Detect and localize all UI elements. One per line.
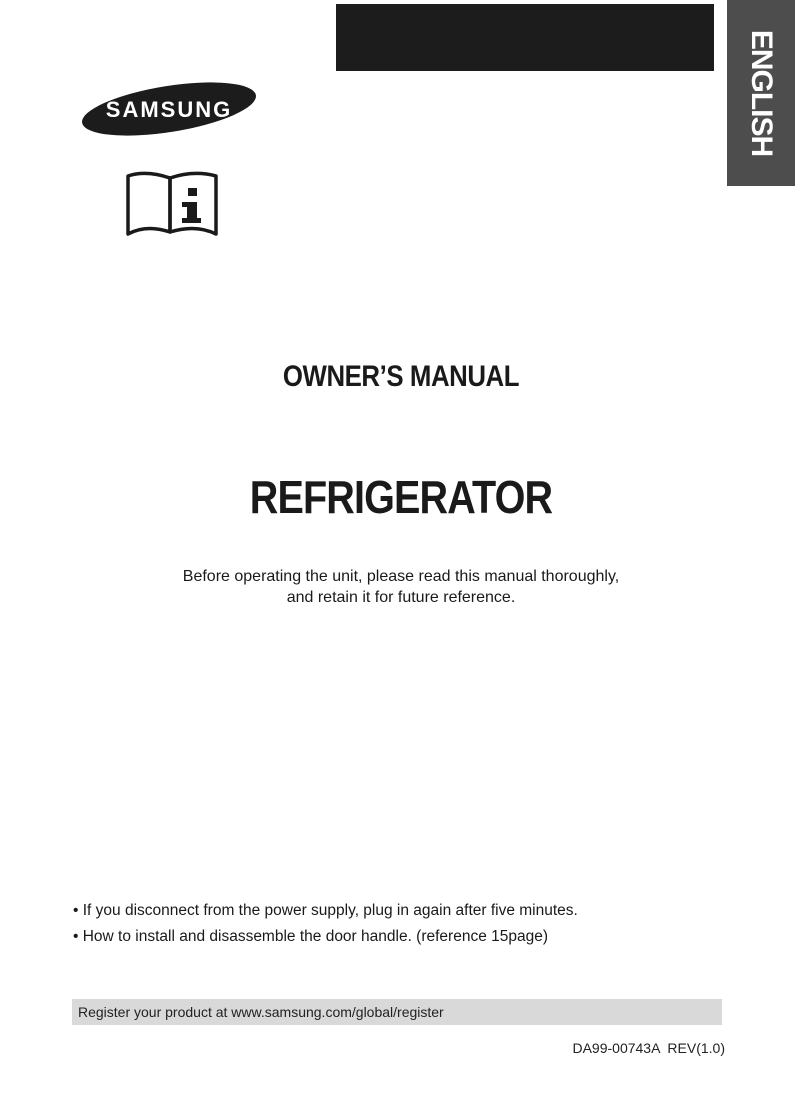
samsung-logo-text: SAMSUNG bbox=[105, 97, 233, 122]
language-tab-label: ENGLISH bbox=[745, 29, 778, 157]
header-black-bar bbox=[336, 4, 714, 71]
intro-line-1: Before operating the unit, please read this manual thoroughly, bbox=[182, 568, 620, 585]
book-info-icon bbox=[124, 168, 220, 238]
notes-list bbox=[73, 898, 578, 950]
note-item: • If you disconnect from the power supply, plug in again after five minutes. bbox=[73, 902, 578, 919]
samsung-logo-graphic bbox=[78, 80, 260, 138]
register-banner bbox=[72, 999, 722, 1025]
register-text: Register your product at www.samsung.com/global/register bbox=[78, 1004, 444, 1020]
intro-line-2: and retain it for future reference. bbox=[286, 589, 516, 606]
note-item: • How to install and disassemble the door handle. (reference 15page) bbox=[73, 928, 549, 945]
product-title: REFRIGERATOR bbox=[249, 471, 553, 523]
intro-text bbox=[0, 566, 802, 608]
document-code: DA99-00743A REV(1.0) bbox=[572, 1040, 725, 1056]
manual-type-heading: OWNER’S MANUAL bbox=[282, 360, 520, 393]
language-tab bbox=[727, 0, 795, 186]
samsung-logo bbox=[78, 80, 260, 138]
